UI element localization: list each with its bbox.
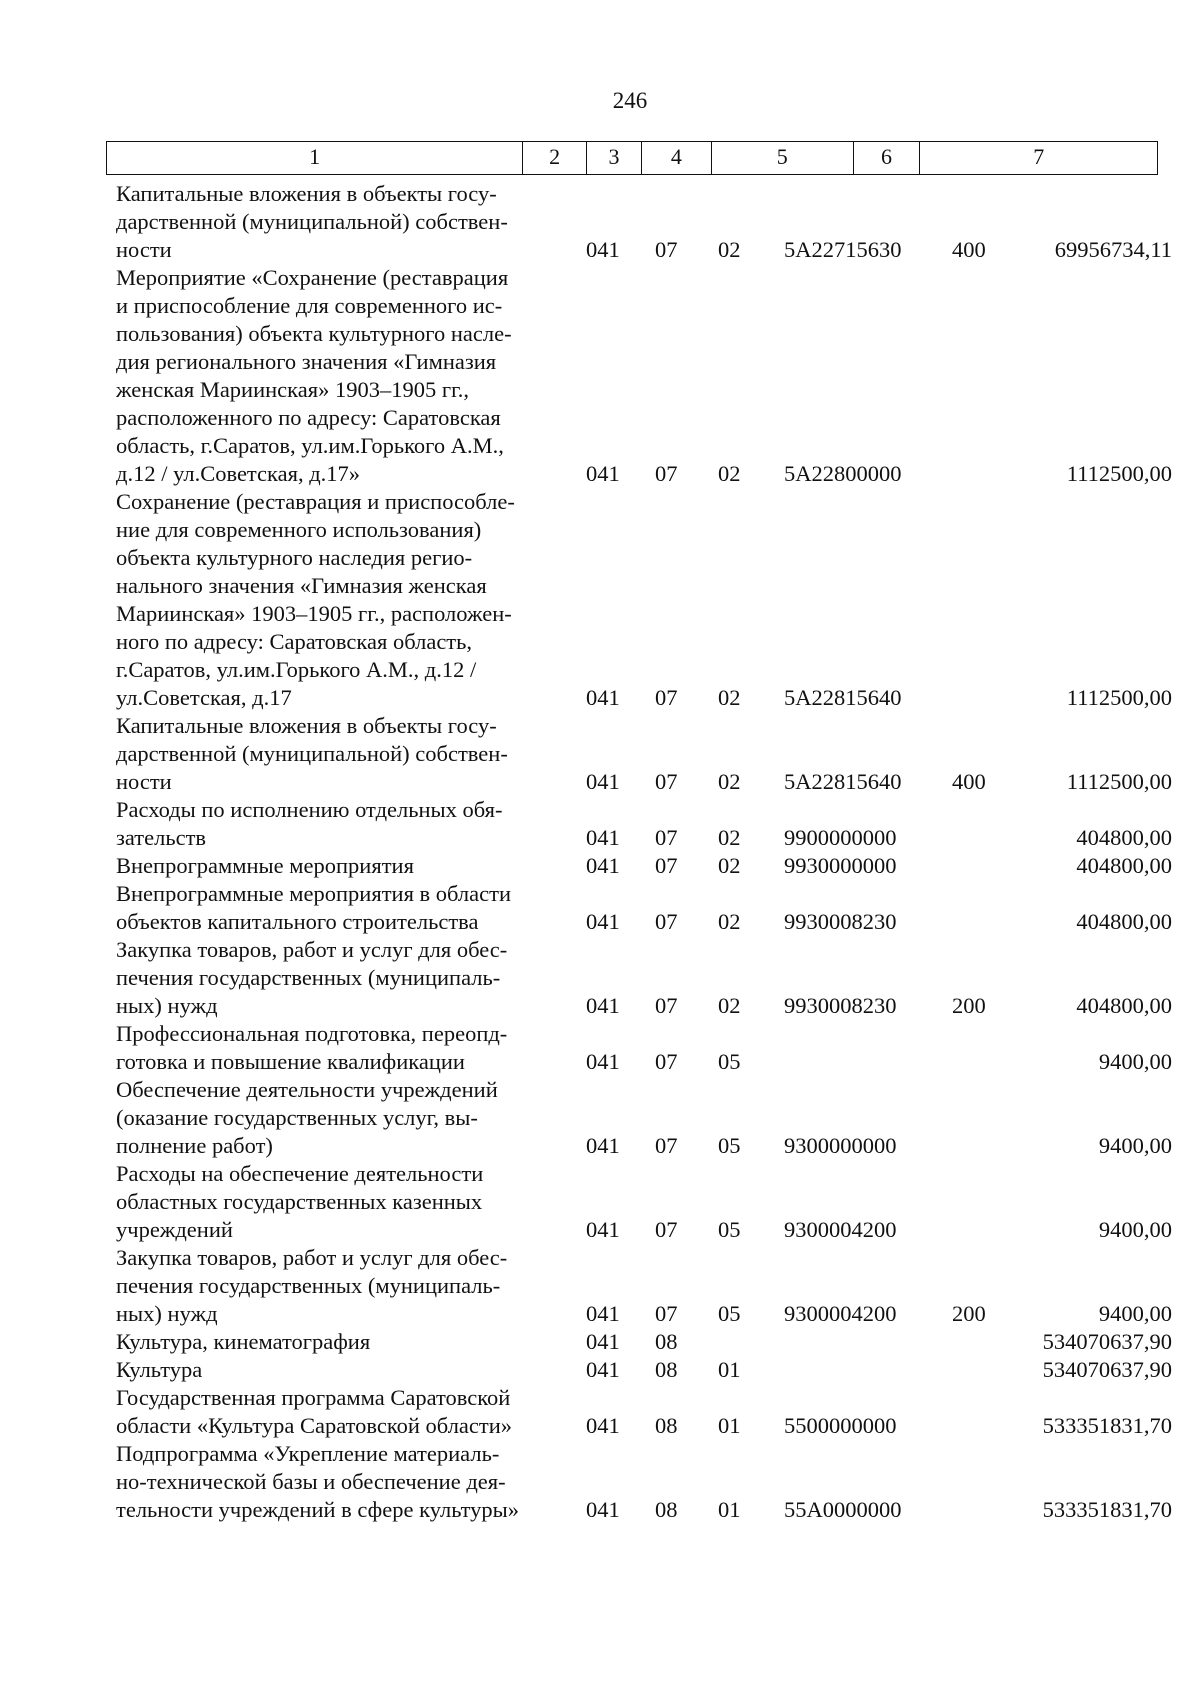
cell-c7: 404800,00: [1076, 909, 1172, 934]
description-line: область, г.Саратов, ул.им.Горького А.М.,: [116, 433, 504, 458]
cell-c2: 041: [586, 1329, 620, 1354]
description-line: ного по адресу: Саратовская область,: [116, 629, 473, 654]
cell-c5: 9900000000: [784, 825, 897, 850]
row-description: [116, 1244, 564, 1328]
description-line: Культура: [116, 1357, 203, 1382]
cell-c4: 01: [718, 1413, 741, 1438]
cell-c2: 041: [586, 1357, 620, 1382]
description-line: ности: [116, 237, 172, 262]
description-line: женская Мариинская» 1903–1905 гг.,: [116, 377, 470, 402]
row-description: [116, 180, 564, 264]
header-col-3: 3: [587, 142, 642, 174]
cell-c3: 08: [655, 1357, 678, 1382]
cell-c7: 404800,00: [1076, 993, 1172, 1018]
header-col-6: 6: [854, 142, 921, 174]
cell-c5: 9930000000: [784, 853, 897, 878]
description-line: ние для современного использования): [116, 517, 482, 542]
table-row: [116, 712, 1172, 796]
cell-c6: 400: [952, 769, 986, 794]
cell-c3: 07: [655, 909, 678, 934]
description-line: области «Культура Саратовской области»: [116, 1413, 513, 1438]
header-col-7: 7: [1033, 144, 1045, 169]
description-line: ных) нужд: [116, 993, 218, 1018]
cell-c3: 07: [655, 1217, 678, 1242]
description-line: д.12 / ул.Советская, д.17»: [116, 461, 361, 486]
description-line: Капитальные вложения в объекты госу-: [116, 713, 497, 738]
description-line: (оказание государственных услуг, вы-: [116, 1105, 478, 1130]
row-description: [116, 1020, 564, 1076]
cell-c2: 041: [586, 909, 620, 934]
description-line: готовка и повышение квалификации: [116, 1049, 465, 1074]
cell-c7: 9400,00: [1098, 1217, 1172, 1242]
description-line: г.Саратов, ул.им.Горького А.М., д.12 /: [116, 657, 477, 682]
table-header: [106, 141, 1158, 175]
description-line: Закупка товаров, работ и услуг для обес-: [116, 1245, 508, 1270]
cell-c4: 02: [718, 685, 741, 710]
cell-c4: 02: [718, 461, 741, 486]
row-description: [116, 1160, 564, 1244]
description-line: Сохранение (реставрация и приспособле-: [116, 489, 515, 514]
cell-c7: 9400,00: [1098, 1133, 1172, 1158]
cell-c3: 08: [655, 1413, 678, 1438]
table-row: [116, 1160, 1172, 1244]
description-line: пользования) объекта культурного насле-: [116, 321, 512, 346]
cell-c7: 69956734,11: [1054, 237, 1172, 262]
description-line: Обеспечение деятельности учреждений: [116, 1077, 498, 1102]
table-row: [116, 180, 1172, 264]
description-line: объекта культурного наследия регио-: [116, 545, 473, 570]
cell-c2: 041: [586, 825, 620, 850]
description-line: ных) нужд: [116, 1301, 218, 1326]
description-line: дарственной (муниципальной) собствен-: [116, 741, 508, 766]
cell-c4: 01: [718, 1497, 741, 1522]
row-description: [116, 1440, 564, 1524]
cell-c2: 041: [586, 461, 620, 486]
cell-c3: 07: [655, 853, 678, 878]
description-line: зательств: [116, 825, 207, 850]
cell-c6: 400: [952, 237, 986, 262]
cell-c3: 07: [655, 1301, 678, 1326]
description-line: Расходы на обеспечение деятельности: [116, 1161, 484, 1186]
cell-c7: 9400,00: [1098, 1301, 1172, 1326]
cell-c4: 02: [718, 237, 741, 262]
page-number: 246: [612, 88, 648, 113]
description-line: учреждений: [116, 1217, 233, 1242]
description-line: и приспособление для современного ис-: [116, 293, 503, 318]
row-description: [116, 1384, 564, 1440]
cell-c3: 08: [655, 1497, 678, 1522]
description-line: Закупка товаров, работ и услуг для обес-: [116, 937, 508, 962]
table-row: [116, 1244, 1172, 1328]
cell-c7: 404800,00: [1076, 853, 1172, 878]
table-row: [116, 1384, 1172, 1440]
cell-c5: 5А22715630: [784, 237, 902, 262]
description-line: Внепрограммные мероприятия в области: [116, 881, 512, 906]
row-description: [116, 488, 564, 712]
cell-c5: 5А22800000: [784, 461, 902, 486]
table-row: [116, 1356, 1172, 1384]
cell-c3: 07: [655, 1049, 678, 1074]
description-line: печения государственных (муниципаль-: [116, 1273, 501, 1298]
description-line: Расходы по исполнению отдельных обя-: [116, 797, 503, 822]
cell-c3: 07: [655, 769, 678, 794]
cell-c4: 02: [718, 853, 741, 878]
description-line: расположенного по адресу: Саратовская: [116, 405, 501, 430]
table-row: [116, 1440, 1172, 1524]
cell-c7: 1112500,00: [1066, 685, 1172, 710]
cell-c7: 534070637,90: [1042, 1357, 1172, 1382]
cell-c3: 07: [655, 1133, 678, 1158]
cell-c5: 9930008230: [784, 993, 897, 1018]
cell-c2: 041: [586, 1497, 620, 1522]
header-col-4: 4: [642, 142, 712, 174]
cell-c2: 041: [586, 1133, 620, 1158]
table-body: [116, 180, 1172, 1524]
row-description: [116, 264, 564, 488]
description-line: дарственной (муниципальной) собствен-: [116, 209, 508, 234]
cell-c4: 05: [718, 1133, 741, 1158]
cell-c7: 1112500,00: [1066, 769, 1172, 794]
cell-c7: 1112500,00: [1066, 461, 1172, 486]
cell-c4: 05: [718, 1049, 741, 1074]
cell-c2: 041: [586, 769, 620, 794]
row-description: [116, 1076, 564, 1160]
description-line: но-технической базы и обеспечение дея-: [116, 1469, 506, 1494]
cell-c5: 55А0000000: [784, 1497, 902, 1522]
header-col-5: 5: [712, 142, 854, 174]
table-row: [116, 880, 1172, 936]
cell-c5: 9300004200: [784, 1301, 897, 1326]
description-line: полнение работ): [116, 1133, 273, 1158]
cell-c2: 041: [586, 1413, 620, 1438]
cell-c7: 404800,00: [1076, 825, 1172, 850]
description-line: Государственная программа Саратовской: [116, 1385, 511, 1410]
cell-c7: 9400,00: [1098, 1049, 1172, 1074]
description-line: нального значения «Гимназия женская: [116, 573, 487, 598]
cell-c2: 041: [586, 1217, 620, 1242]
row-description: [116, 880, 564, 936]
description-line: ул.Советская, д.17: [116, 685, 292, 710]
description-line: ности: [116, 769, 172, 794]
table-row: [116, 488, 1172, 712]
description-line: печения государственных (муниципаль-: [116, 965, 501, 990]
cell-c5: 9300004200: [784, 1217, 897, 1242]
table-row: [116, 264, 1172, 488]
row-description: [116, 936, 564, 1020]
description-line: объектов капитального строительства: [116, 909, 479, 934]
description-line: Профессиональная подготовка, переопд-: [116, 1021, 508, 1046]
cell-c6: 200: [952, 1301, 986, 1326]
cell-c7: 534070637,90: [1042, 1329, 1172, 1354]
cell-c5: 9300000000: [784, 1133, 897, 1158]
cell-c7: 533351831,70: [1042, 1497, 1172, 1522]
cell-c5: 5500000000: [784, 1413, 897, 1438]
description-line: дия регионального значения «Гимназия: [116, 349, 497, 374]
row-description: [116, 852, 564, 880]
cell-c4: 02: [718, 909, 741, 934]
cell-c3: 07: [655, 825, 678, 850]
cell-c2: 041: [586, 1301, 620, 1326]
cell-c6: 200: [952, 993, 986, 1018]
cell-c4: 02: [718, 825, 741, 850]
description-line: Подпрограмма «Укрепление материаль-: [116, 1441, 500, 1466]
cell-c4: 05: [718, 1301, 741, 1326]
cell-c4: 02: [718, 993, 741, 1018]
cell-c5: 5А22815640: [784, 685, 902, 710]
table-row: [116, 1076, 1172, 1160]
table-row: [116, 936, 1172, 1020]
cell-c2: 041: [586, 1049, 620, 1074]
header-col-1: 1: [107, 142, 523, 174]
description-line: Мариинская» 1903–1905 гг., расположен-: [116, 601, 512, 626]
description-line: Внепрограммные мероприятия: [116, 853, 414, 878]
row-description: [116, 1356, 564, 1384]
description-line: областных государственных казенных: [116, 1189, 483, 1214]
description-line: Капитальные вложения в объекты госу-: [116, 181, 497, 206]
cell-c5: 9930008230: [784, 909, 897, 934]
cell-c3: 07: [655, 685, 678, 710]
cell-c3: 07: [655, 993, 678, 1018]
table-row: [116, 796, 1172, 852]
header-col-2: 2: [523, 142, 587, 174]
description-line: тельности учреждений в сфере культуры»: [116, 1497, 520, 1522]
row-description: [116, 1328, 564, 1356]
cell-c2: 041: [586, 993, 620, 1018]
row-description: [116, 796, 564, 852]
cell-c3: 07: [655, 461, 678, 486]
row-description: [116, 712, 564, 796]
table-row: [116, 852, 1172, 880]
cell-c3: 07: [655, 237, 678, 262]
table-row: [116, 1020, 1172, 1076]
description-line: Культура, кинематография: [116, 1329, 371, 1354]
cell-c4: 02: [718, 769, 741, 794]
cell-c4: 01: [718, 1357, 741, 1382]
cell-c5: 5А22815640: [784, 769, 902, 794]
cell-c2: 041: [586, 685, 620, 710]
cell-c3: 08: [655, 1329, 678, 1354]
table-row: [116, 1328, 1172, 1356]
cell-c7: 533351831,70: [1042, 1413, 1172, 1438]
description-line: Мероприятие «Сохранение (реставрация: [116, 265, 509, 290]
cell-c4: 05: [718, 1217, 741, 1242]
cell-c2: 041: [586, 853, 620, 878]
cell-c2: 041: [586, 237, 620, 262]
